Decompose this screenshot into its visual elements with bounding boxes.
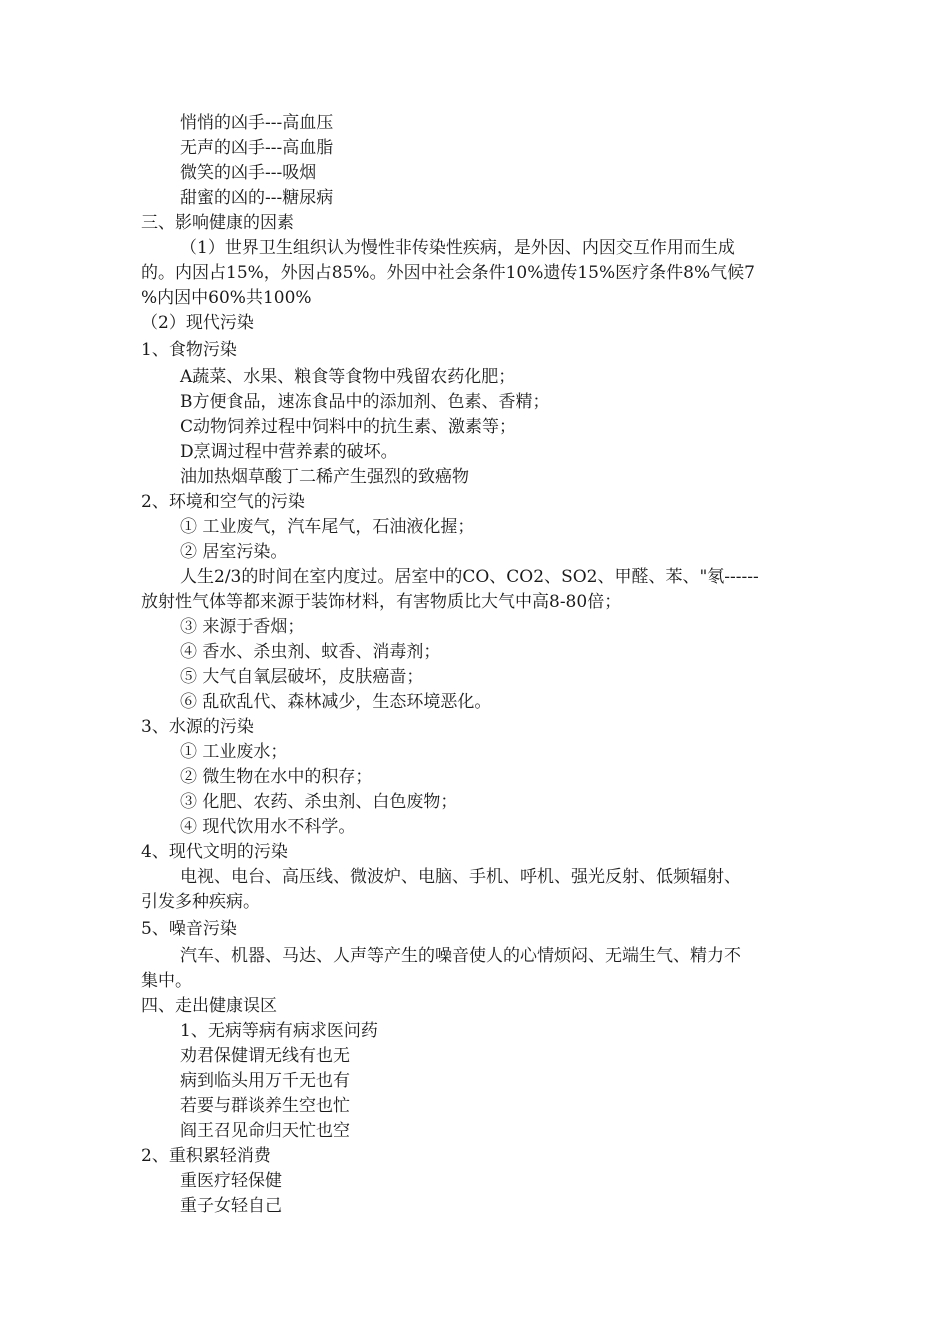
text-line: 甜蜜的凶的---糖尿病 [180, 188, 334, 208]
list-item: ② 居室污染。 [180, 542, 288, 562]
list-item: C动物饲养过程中饲料中的抗生素、激素等； [180, 417, 517, 437]
list-item: ④ 香水、杀虫剂、蚊香、消毒剂； [180, 642, 441, 662]
text-line: %内因中60%共100% [141, 288, 312, 308]
text-line: 集中。 [141, 971, 192, 991]
text-line: 若要与群谈养生空也忙 [180, 1096, 350, 1116]
list-item: ① 工业废水； [180, 742, 288, 762]
section-heading: 三、影响健康的因素 [141, 213, 294, 233]
list-item: ③ 来源于香烟； [180, 617, 305, 637]
text-line: 病到临头用万千无也有 [180, 1071, 350, 1091]
text-line: 悄悄的凶手---高血压 [180, 113, 334, 133]
text-line: 放射性气体等都来源于装饰材料，有害物质比大气中高8-80倍； [141, 592, 622, 612]
text-line: 电视、电台、高压线、微波炉、电脑、手机、呼机、强光反射、低频辐射、 [180, 867, 741, 887]
subsection-heading: 2、重积累轻消费 [141, 1146, 271, 1166]
text-line: （1）世界卫生组织认为慢性非传染性疾病，是外因、内因交互作用而生成 [180, 238, 735, 258]
text-line: 油加热烟草酸丁二稀产生强烈的致癌物 [180, 467, 469, 487]
text-line: 无声的凶手---高血脂 [180, 138, 334, 158]
list-item: ④ 现代饮用水不科学。 [180, 817, 356, 837]
subsection-heading: 3、水源的污染 [141, 717, 254, 737]
subsection-heading: （2）现代污染 [141, 313, 254, 333]
list-item: 1、无病等病有病求医问药 [180, 1021, 378, 1041]
text-line: 劝君保健谓无线有也无 [180, 1046, 350, 1066]
text-line: 的。内因占15%，外因占85%。外因中社会条件10%遗传15%医疗条件8%气候7 [141, 263, 755, 283]
list-item: ② 微生物在水中的积存； [180, 767, 373, 787]
text-line: 阎王召见命归天忙也空 [180, 1121, 350, 1141]
list-item: ⑤ 大气自氧层破坏，皮肤癌啬； [180, 667, 424, 687]
text-line: 引发多种疾病。 [141, 892, 260, 912]
section-heading: 四、走出健康误区 [141, 996, 277, 1016]
subsection-heading: 5、噪音污染 [141, 919, 237, 939]
subsection-heading: 4、现代文明的污染 [141, 842, 288, 862]
text-line: 汽车、机器、马达、人声等产生的噪音使人的心情烦闷、无端生气、精力不 [180, 946, 741, 966]
list-item: A蔬菜、水果、粮食等食物中残留农药化肥； [180, 367, 516, 387]
list-item: ⑥ 乱砍乱代、森林减少，生态环境恶化。 [180, 692, 492, 712]
text-line: 重医疗轻保健 [180, 1171, 282, 1191]
list-item: ③ 化肥、农药、杀虫剂、白色废物； [180, 792, 458, 812]
subsection-heading: 1、食物污染 [141, 340, 237, 360]
list-item: ① 工业废气，汽车尾气，石油液化握； [180, 517, 475, 537]
list-item: D烹调过程中营养素的破坏。 [180, 442, 398, 462]
text-line: 人生2/3的时间在室内度过。居室中的CO、CO2、SO2、甲醛、苯、"氡------ [180, 567, 759, 587]
text-line: 微笑的凶手---吸烟 [180, 163, 317, 183]
list-item: B方便食品，速冻食品中的添加剂、色素、香精； [180, 392, 550, 412]
subsection-heading: 2、环境和空气的污染 [141, 492, 305, 512]
text-line: 重子女轻自己 [180, 1196, 282, 1216]
